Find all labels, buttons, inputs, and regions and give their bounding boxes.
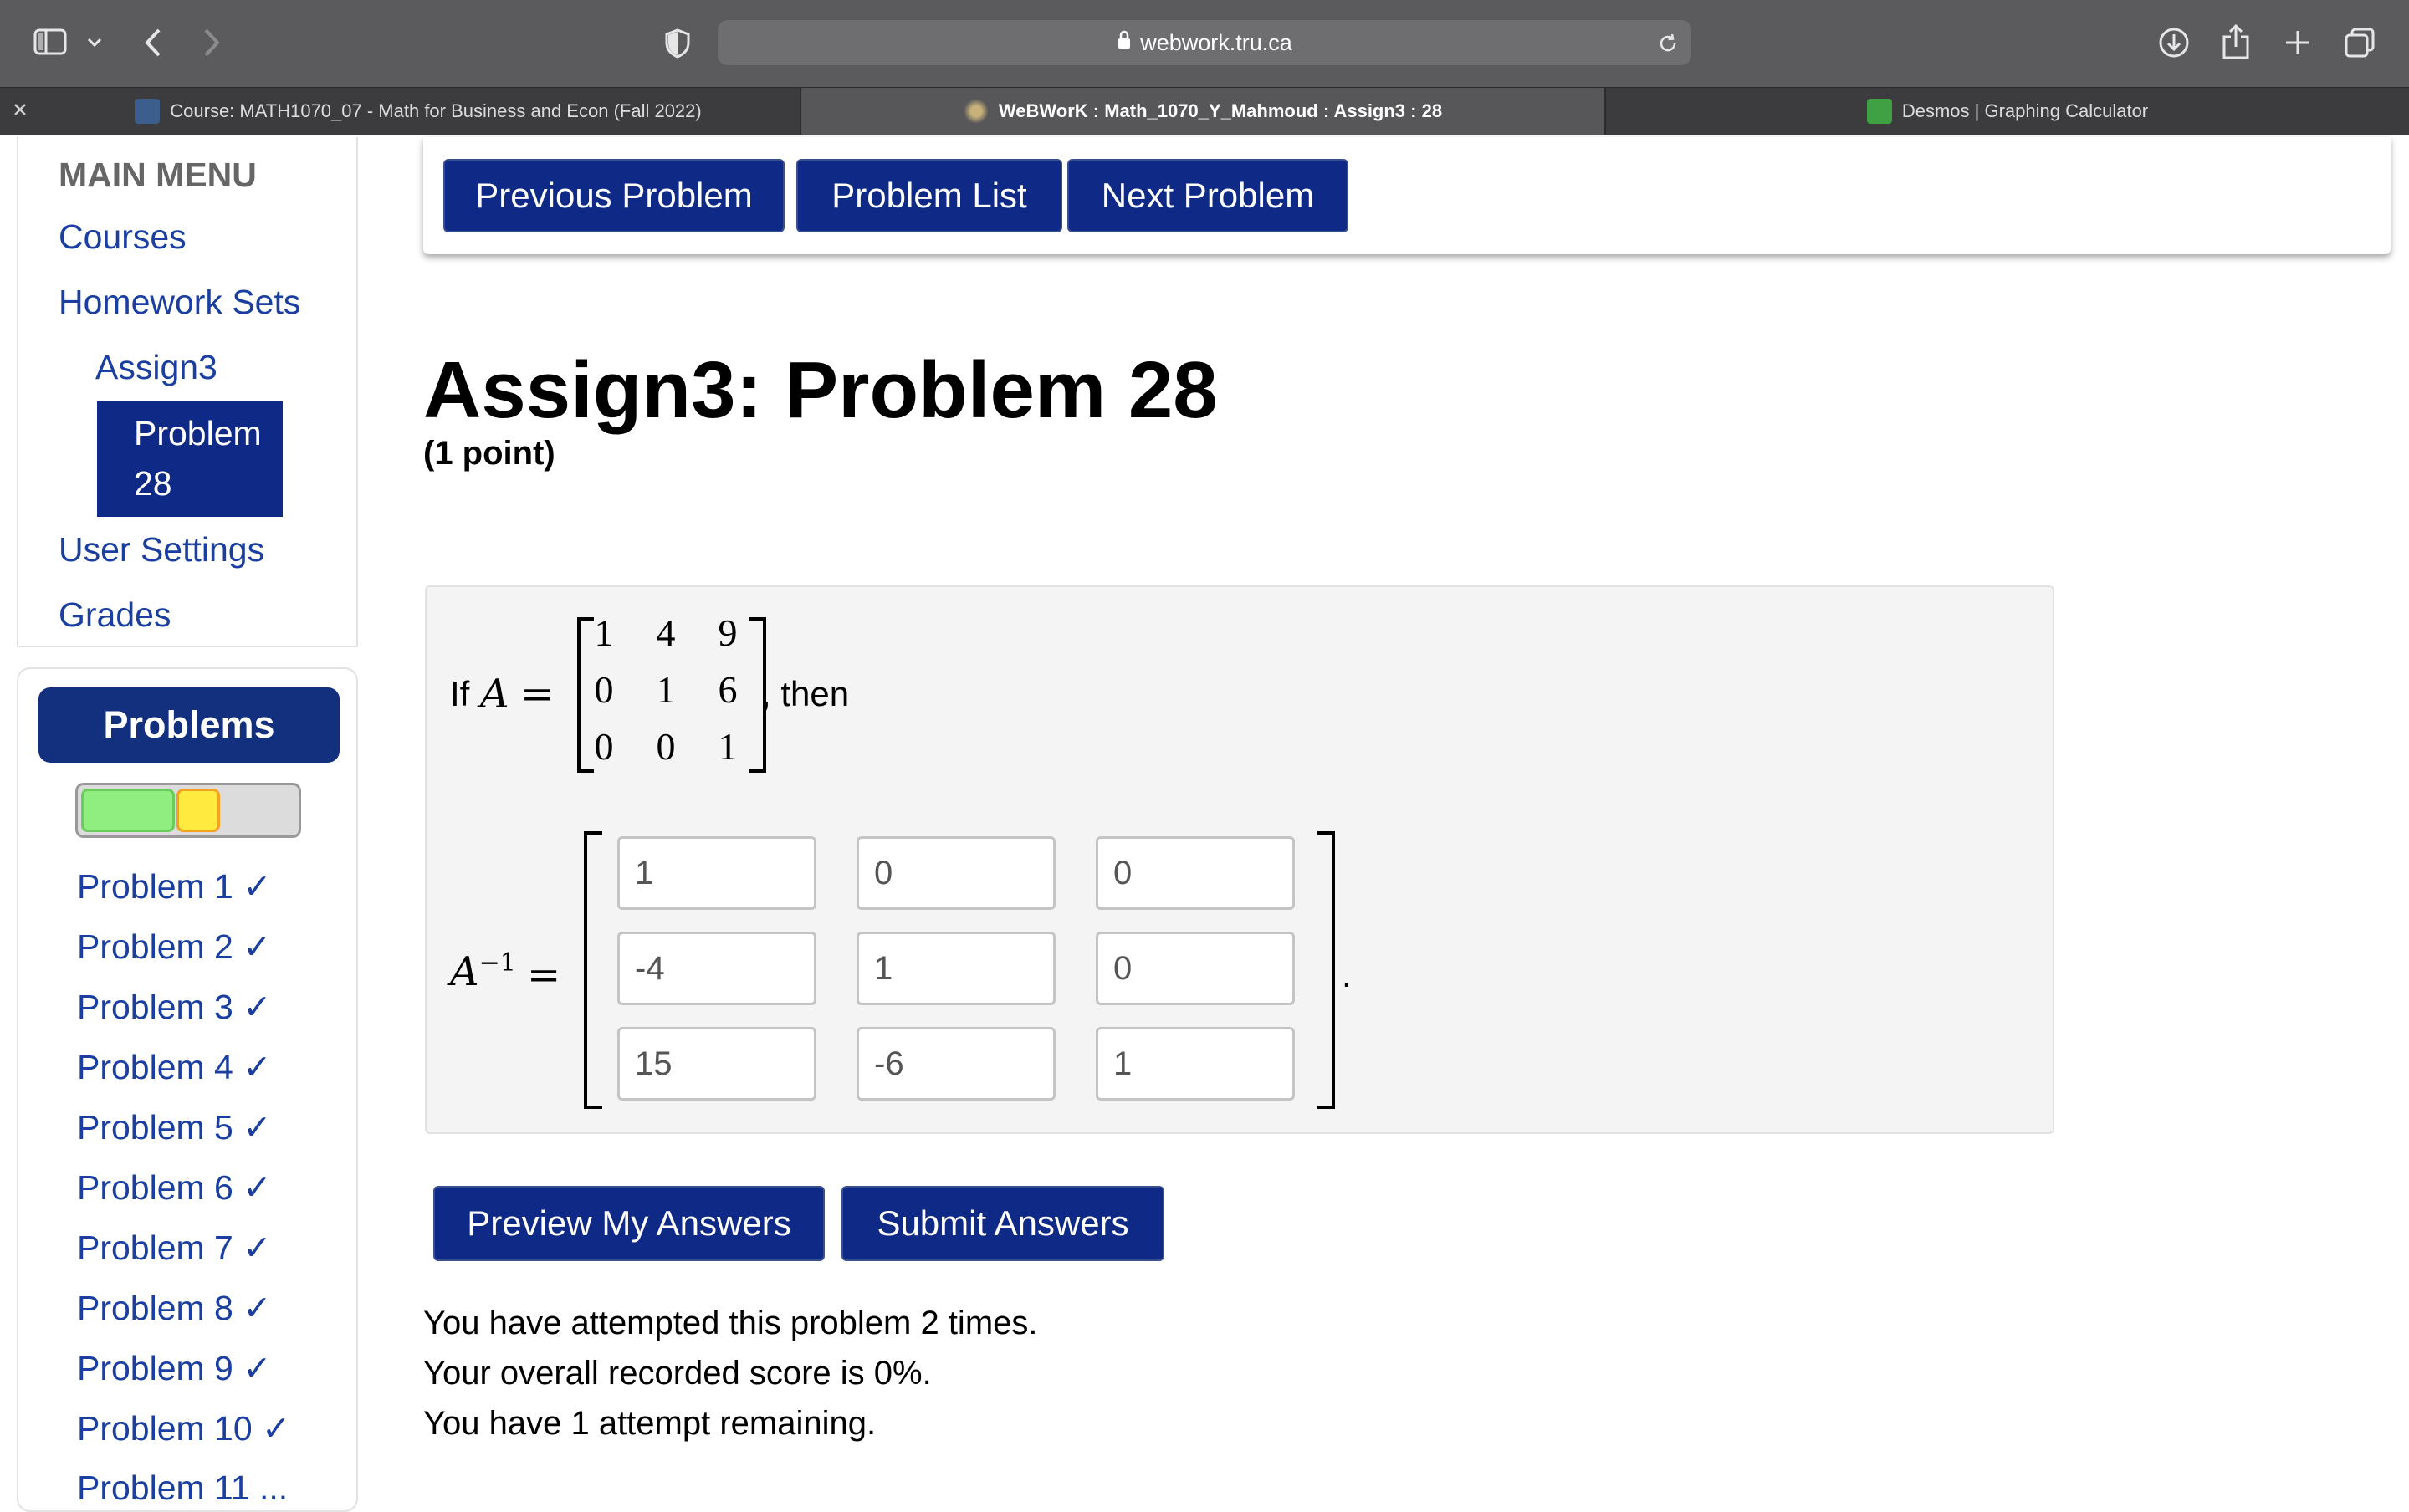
address-bar[interactable] [718,20,1691,65]
desmos-icon [1867,99,1892,124]
sidebar-item-courses[interactable]: Courses [59,217,187,256]
problem-link[interactable]: Problem 8 ✓ [77,1289,272,1327]
problem-link[interactable]: Problem 6 ✓ [77,1168,272,1207]
previous-problem-button[interactable]: Previous Problem [443,159,785,232]
sidebar-item-problem-28[interactable]: Problem 28 [97,401,283,517]
progress-correct [81,789,175,832]
submit-answers-button[interactable]: Submit Answers [841,1186,1164,1261]
reload-icon[interactable] [1656,32,1680,55]
preview-answers-button[interactable]: Preview My Answers [433,1186,825,1261]
answer-input[interactable] [1096,932,1295,1005]
inverse-var: A [450,948,479,995]
tab-label: WeBWorK : Math_1070_Y_Mahmoud : Assign3 : 28 [998,100,1443,121]
attempts-text: You have attempted this problem 2 times. [423,1305,1038,1341]
tab-label: Course: MATH1070_07 - Math for Business and Econ (Fall 2022) [170,100,702,121]
score-text: Your overall recorded score is 0%. [423,1355,932,1392]
equals-sign: = [520,671,555,718]
answer-input[interactable] [857,836,1056,910]
period: . [1342,955,1352,994]
answer-input[interactable] [1096,1027,1295,1101]
tabs-overview-icon[interactable] [2342,25,2377,60]
matrix-a-cell: 1 [594,611,614,654]
share-icon[interactable] [2218,22,2253,62]
matrix-a-cell: 0 [594,725,614,768]
problems-header: Problems [38,687,340,763]
matrix-a-cell: 6 [718,668,738,711]
progress-bar [75,783,301,838]
inverse-right-bracket [1317,831,1335,1109]
problem-link[interactable]: Problem 11 ... [77,1469,289,1507]
webwork-icon [964,99,989,124]
answer-input[interactable] [617,1027,816,1101]
tab-label: Desmos | Graphing Calculator [1901,100,2149,121]
download-icon[interactable] [2156,25,2192,60]
matrix-a-cell: 4 [656,611,676,654]
problem-link[interactable]: Problem 7 ✓ [77,1228,272,1267]
tab-desmos[interactable] [1606,88,2409,135]
problem-link[interactable]: Problem 10 ✓ [77,1409,291,1448]
sidebar-icon[interactable] [32,25,69,59]
problem-link[interactable]: Problem 1 ✓ [77,867,272,906]
equals-sign: = [527,952,561,999]
back-icon[interactable] [139,23,167,62]
problem-nav [423,137,2391,254]
answer-input[interactable] [857,1027,1056,1101]
progress-incorrect [176,789,220,832]
matrix-a-cell: 9 [718,611,738,654]
tab-bar [0,87,2409,135]
page-title: Assign3: Problem 28 [423,345,1218,435]
problems-panel [17,667,358,1512]
sidebar-item-grades[interactable]: Grades [59,595,171,634]
matrix-a-cell: 0 [594,668,614,711]
remaining-text: You have 1 attempt remaining. [423,1405,877,1442]
sidebar-item-user-settings[interactable]: User Settings [59,530,265,569]
browser-toolbar [0,0,2409,87]
close-tab-icon[interactable] [12,101,30,120]
next-problem-button[interactable]: Next Problem [1067,159,1348,232]
sidebar-item-homework-sets[interactable]: Homework Sets [59,283,301,321]
problem-body [425,585,2054,1134]
shield-icon[interactable] [661,25,694,62]
answer-input[interactable] [617,836,816,910]
tab-course[interactable] [37,88,801,135]
inverse-exponent: −1 [478,948,516,978]
forward-icon[interactable] [197,23,226,62]
then-text: , then [761,674,850,713]
problem-link[interactable]: Problem 4 ✓ [77,1048,272,1086]
main-menu [17,137,358,647]
tab-webwork[interactable] [801,88,1606,135]
points-label: (1 point) [423,435,555,472]
main-menu-title: MAIN MENU [59,156,257,194]
variable-a: A [480,671,509,718]
problem-list-button[interactable]: Problem List [796,159,1062,232]
answer-input[interactable] [1096,836,1295,910]
lock-icon [1117,30,1132,56]
answer-input[interactable] [617,932,816,1005]
url-text: webwork.tru.ca [1140,29,1292,55]
moodle-icon [135,99,160,124]
inverse-left-bracket [584,831,602,1109]
problem-link[interactable]: Problem 2 ✓ [77,927,272,966]
matrix-a-cell: 0 [656,725,676,768]
if-text: If [450,674,470,713]
inverse-label [450,948,516,995]
plus-icon[interactable] [2280,25,2315,60]
url-display [718,20,1691,65]
matrix-a-cell: 1 [718,725,738,768]
sidebar-item-assign3[interactable]: Assign3 [95,348,217,386]
problem-link[interactable]: Problem 5 ✓ [77,1108,272,1147]
problem-link[interactable]: Problem 3 ✓ [77,988,272,1026]
chevron-down-icon[interactable] [84,30,105,55]
answer-input[interactable] [857,932,1056,1005]
problem-link[interactable]: Problem 9 ✓ [77,1349,272,1387]
matrix-a-cell: 1 [656,668,676,711]
